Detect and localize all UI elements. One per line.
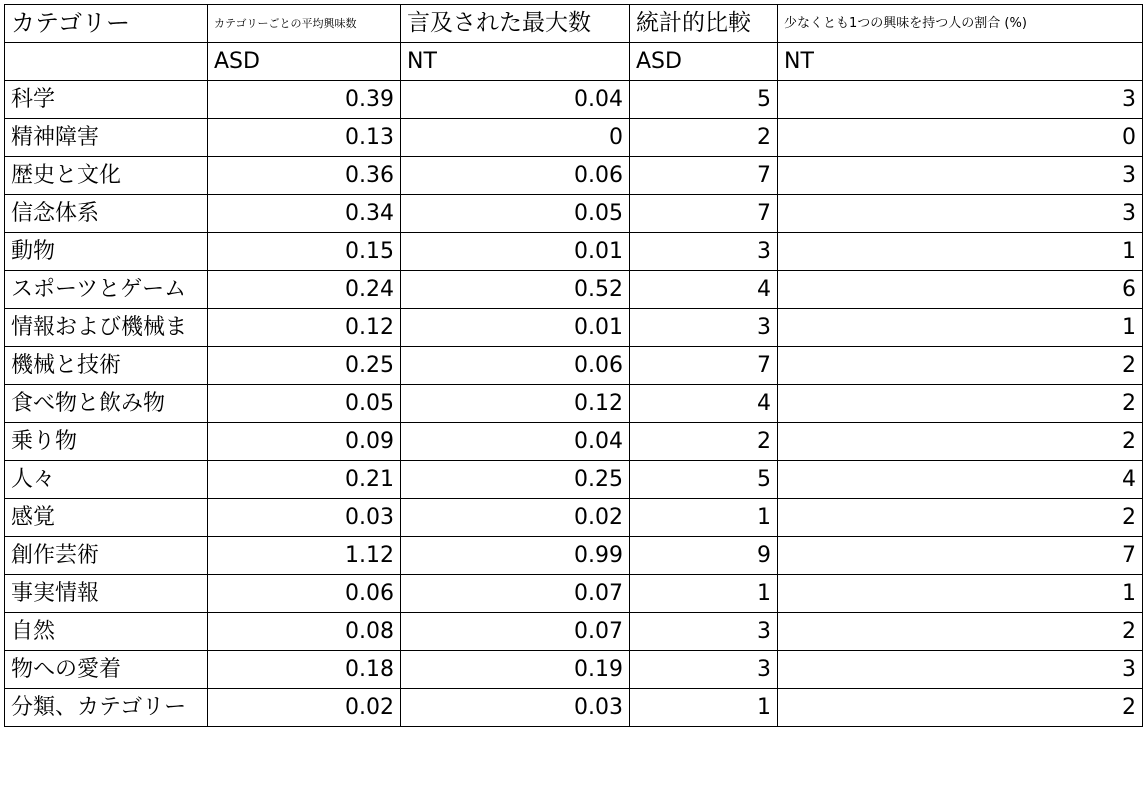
nt-percent-cell: 7 [778, 537, 1143, 575]
category-cell: 乗り物 [5, 423, 208, 461]
asd-stat-cell: 5 [630, 461, 778, 499]
asd-stat-cell: 1 [630, 689, 778, 727]
table-row [5, 575, 1143, 613]
nt-percent-cell: 2 [778, 423, 1143, 461]
table-row [5, 309, 1143, 347]
nt-mean-cell: 0.04 [401, 81, 630, 119]
asd-mean-cell: 1.12 [208, 537, 401, 575]
category-cell: 分類、カテゴリー [5, 689, 208, 727]
asd-mean-cell: 0.18 [208, 651, 401, 689]
category-cell: 信念体系 [5, 195, 208, 233]
asd-stat-cell: 3 [630, 309, 778, 347]
nt-percent-cell: 2 [778, 499, 1143, 537]
table-row [5, 81, 1143, 119]
category-cell: 物への愛着 [5, 651, 208, 689]
category-cell: 自然 [5, 613, 208, 651]
asd-stat-cell: 3 [630, 233, 778, 271]
category-cell: 情報および機械ま [5, 309, 208, 347]
table-row [5, 157, 1143, 195]
table-row [5, 347, 1143, 385]
table-row [5, 461, 1143, 499]
asd-mean-cell: 0.02 [208, 689, 401, 727]
data-table [4, 4, 1143, 727]
asd-mean-cell: 0.06 [208, 575, 401, 613]
asd-mean-cell: 0.21 [208, 461, 401, 499]
category-cell: 動物 [5, 233, 208, 271]
asd-stat-cell: 4 [630, 385, 778, 423]
table-row [5, 119, 1143, 157]
category-cell: 精神障害 [5, 119, 208, 157]
nt-percent-cell: 2 [778, 689, 1143, 727]
asd-mean-cell: 0.25 [208, 347, 401, 385]
asd-stat-cell: 5 [630, 81, 778, 119]
header-subcell-asd-2: ASD [630, 43, 778, 81]
asd-stat-cell: 1 [630, 575, 778, 613]
nt-percent-cell: 2 [778, 385, 1143, 423]
nt-mean-cell: 0.06 [401, 347, 630, 385]
category-cell: 感覚 [5, 499, 208, 537]
nt-mean-cell: 0.05 [401, 195, 630, 233]
asd-stat-cell: 2 [630, 423, 778, 461]
header-subcell-empty [5, 43, 208, 81]
nt-mean-cell: 0.07 [401, 613, 630, 651]
table-row [5, 651, 1143, 689]
category-cell: 人々 [5, 461, 208, 499]
asd-mean-cell: 0.13 [208, 119, 401, 157]
asd-stat-cell: 7 [630, 347, 778, 385]
header-cell-mean-interests: カテゴリーごとの平均興味数 [208, 5, 401, 43]
table-row [5, 537, 1143, 575]
asd-stat-cell: 4 [630, 271, 778, 309]
asd-stat-cell: 3 [630, 651, 778, 689]
nt-mean-cell: 0.04 [401, 423, 630, 461]
asd-mean-cell: 0.36 [208, 157, 401, 195]
table-row [5, 195, 1143, 233]
category-cell: 事実情報 [5, 575, 208, 613]
nt-percent-cell: 0 [778, 119, 1143, 157]
nt-percent-cell: 2 [778, 347, 1143, 385]
nt-mean-cell: 0.03 [401, 689, 630, 727]
header-subcell-nt-2: NT [778, 43, 1143, 81]
asd-stat-cell: 7 [630, 195, 778, 233]
nt-percent-cell: 1 [778, 233, 1143, 271]
category-cell: スポーツとゲーム [5, 271, 208, 309]
table-row [5, 499, 1143, 537]
asd-mean-cell: 0.03 [208, 499, 401, 537]
asd-mean-cell: 0.39 [208, 81, 401, 119]
nt-mean-cell: 0.01 [401, 309, 630, 347]
nt-percent-cell: 2 [778, 613, 1143, 651]
nt-mean-cell: 0.02 [401, 499, 630, 537]
header-cell-percent-at-least-one: 少なくとも1つの興味を持つ人の割合 (%) [778, 5, 1143, 43]
header-row-2 [5, 43, 1143, 81]
table-row [5, 613, 1143, 651]
asd-stat-cell: 9 [630, 537, 778, 575]
asd-stat-cell: 3 [630, 613, 778, 651]
nt-percent-cell: 1 [778, 309, 1143, 347]
asd-mean-cell: 0.09 [208, 423, 401, 461]
header-cell-max-mentioned: 言及された最大数 [401, 5, 630, 43]
category-cell: 食べ物と飲み物 [5, 385, 208, 423]
nt-percent-cell: 6 [778, 271, 1143, 309]
table-row [5, 689, 1143, 727]
category-cell: 歴史と文化 [5, 157, 208, 195]
nt-mean-cell: 0 [401, 119, 630, 157]
nt-percent-cell: 3 [778, 195, 1143, 233]
header-cell-statistical-comparison: 統計的比較 [630, 5, 778, 43]
category-cell: 科学 [5, 81, 208, 119]
nt-mean-cell: 0.01 [401, 233, 630, 271]
nt-mean-cell: 0.99 [401, 537, 630, 575]
asd-stat-cell: 1 [630, 499, 778, 537]
nt-percent-cell: 4 [778, 461, 1143, 499]
header-cell-category: カテゴリー [5, 5, 208, 43]
asd-stat-cell: 7 [630, 157, 778, 195]
table-row [5, 385, 1143, 423]
asd-stat-cell: 2 [630, 119, 778, 157]
asd-mean-cell: 0.24 [208, 271, 401, 309]
nt-percent-cell: 3 [778, 157, 1143, 195]
category-cell: 創作芸術 [5, 537, 208, 575]
asd-mean-cell: 0.15 [208, 233, 401, 271]
header-row-1 [5, 5, 1143, 43]
asd-mean-cell: 0.08 [208, 613, 401, 651]
nt-percent-cell: 1 [778, 575, 1143, 613]
header-subcell-nt: NT [401, 43, 630, 81]
asd-mean-cell: 0.12 [208, 309, 401, 347]
category-cell: 機械と技術 [5, 347, 208, 385]
nt-mean-cell: 0.07 [401, 575, 630, 613]
nt-percent-cell: 3 [778, 651, 1143, 689]
nt-percent-cell: 3 [778, 81, 1143, 119]
table-row [5, 271, 1143, 309]
nt-mean-cell: 0.25 [401, 461, 630, 499]
nt-mean-cell: 0.52 [401, 271, 630, 309]
header-subcell-asd: ASD [208, 43, 401, 81]
table-row [5, 233, 1143, 271]
nt-mean-cell: 0.06 [401, 157, 630, 195]
nt-mean-cell: 0.19 [401, 651, 630, 689]
asd-mean-cell: 0.05 [208, 385, 401, 423]
table-row [5, 423, 1143, 461]
asd-mean-cell: 0.34 [208, 195, 401, 233]
nt-mean-cell: 0.12 [401, 385, 630, 423]
